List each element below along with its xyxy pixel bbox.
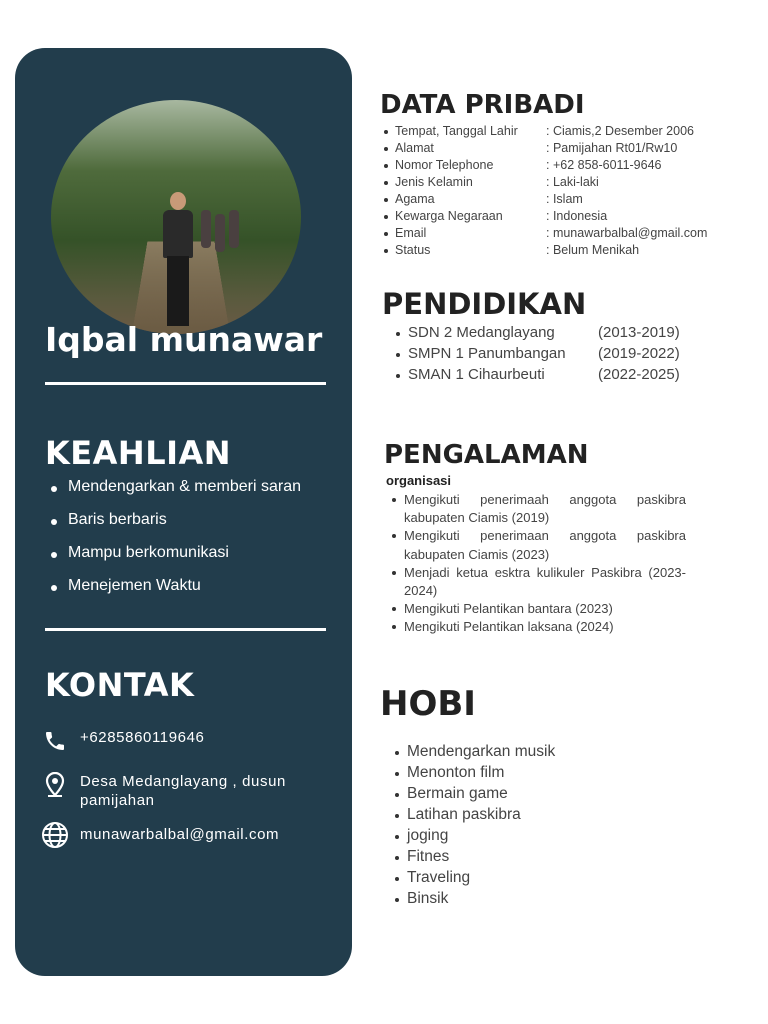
education-years: (2022-2025)	[598, 366, 680, 383]
personal-row	[384, 158, 707, 175]
contact-address-text	[80, 772, 286, 810]
hobby-item: Mendengarkan musik	[395, 743, 555, 764]
education-row	[396, 345, 680, 366]
skill-item: Baris berbaris	[51, 511, 301, 544]
sidebar	[15, 48, 352, 976]
personal-row	[384, 192, 707, 209]
personal-value: : Pamijahan Rt01/Rw10	[546, 141, 678, 155]
personal-data-list	[384, 124, 707, 260]
personal-label: Nomor Telephone	[395, 158, 494, 172]
profile-name: Iqbal munawar	[45, 320, 323, 359]
education-row	[396, 366, 680, 387]
profile-photo	[51, 100, 301, 334]
education-heading: PENDIDIKAN	[382, 287, 587, 321]
contact-heading: KONTAK	[45, 666, 195, 704]
personal-value: : Indonesia	[546, 209, 608, 223]
personal-value: : Belum Menikah	[546, 243, 640, 257]
photo-person	[161, 192, 195, 332]
location-pin-icon	[40, 772, 70, 798]
personal-data-heading: DATA PRIBADI	[380, 90, 585, 120]
personal-label: Email	[395, 226, 427, 240]
personal-label: Kewarga Negaraan	[395, 209, 503, 223]
hobby-list	[395, 743, 555, 911]
experience-heading: PENGALAMAN	[384, 440, 589, 470]
contact-phone-text: +6285860119646	[80, 729, 205, 746]
divider	[45, 382, 326, 385]
skill-item: Mendengarkan & memberi saran	[51, 478, 301, 511]
education-school: SMAN 1 Cihaurbeuti	[408, 366, 545, 383]
experience-item: Menjadi ketua esktra kulikuler Paskibra (2023-2024)	[392, 564, 686, 600]
personal-row	[384, 175, 707, 192]
skill-item: Mampu berkomunikasi	[51, 544, 301, 577]
personal-row	[384, 209, 707, 226]
personal-label: Alamat	[395, 141, 434, 155]
hobby-item: Menonton film	[395, 764, 555, 785]
skill-item: Menejemen Waktu	[51, 577, 301, 610]
hobby-item: Bermain game	[395, 785, 555, 806]
photo-figure	[229, 210, 239, 248]
education-school: SDN 2 Medanglayang	[408, 324, 555, 341]
education-years: (2013-2019)	[598, 324, 680, 341]
skills-heading: KEAHLIAN	[45, 434, 232, 472]
divider	[45, 628, 326, 631]
personal-row	[384, 124, 707, 141]
hobby-item: Latihan paskibra	[395, 806, 555, 827]
education-row	[396, 324, 680, 345]
hobby-item: joging	[395, 827, 555, 848]
education-years: (2019-2022)	[598, 345, 680, 362]
experience-item: Mengikuti penerimaah anggota paskibra kabupaten Ciamis (2019)	[392, 491, 686, 527]
education-list	[396, 324, 680, 387]
personal-row	[384, 243, 707, 260]
photo-figure	[201, 210, 211, 248]
hobby-heading: HOBI	[380, 684, 476, 724]
education-school: SMPN 1 Panumbangan	[408, 345, 566, 362]
personal-row	[384, 226, 707, 243]
personal-label: Agama	[395, 192, 435, 206]
globe-icon	[40, 822, 70, 848]
experience-list	[392, 491, 686, 637]
contact-phone	[40, 728, 205, 754]
contact-email	[40, 822, 279, 848]
hobby-item: Fitnes	[395, 848, 555, 869]
photo-figure	[215, 214, 225, 252]
address-line: Desa Medanglayang , dusun	[80, 773, 286, 790]
personal-value: : munawarbalbal@gmail.com	[546, 226, 708, 240]
personal-value: : +62 858-6011-9646	[546, 158, 662, 172]
skills-list	[51, 478, 301, 610]
contact-email-text: munawarbalbal@gmail.com	[80, 826, 280, 843]
personal-row	[384, 141, 707, 158]
personal-value: : Islam	[546, 192, 583, 206]
hobby-item: Traveling	[395, 869, 555, 890]
personal-label: Status	[395, 243, 431, 257]
personal-value: : Ciamis,2 Desember 2006	[546, 124, 694, 138]
personal-value: : Laki-laki	[546, 175, 599, 189]
experience-subheading: organisasi	[386, 473, 452, 488]
hobby-item: Binsik	[395, 890, 555, 911]
personal-label: Jenis Kelamin	[395, 175, 473, 189]
experience-item: Mengikuti Pelantikan laksana (2024)	[392, 618, 686, 636]
address-line: pamijahan	[80, 792, 155, 809]
contact-address	[40, 772, 286, 810]
personal-label: Tempat, Tanggal Lahir	[395, 124, 518, 138]
phone-icon	[40, 728, 70, 754]
experience-item: Mengikuti penerimaan anggota paskibra kabupaten Ciamis (2023)	[392, 527, 686, 563]
experience-item: Mengikuti Pelantikan bantara (2023)	[392, 600, 686, 618]
